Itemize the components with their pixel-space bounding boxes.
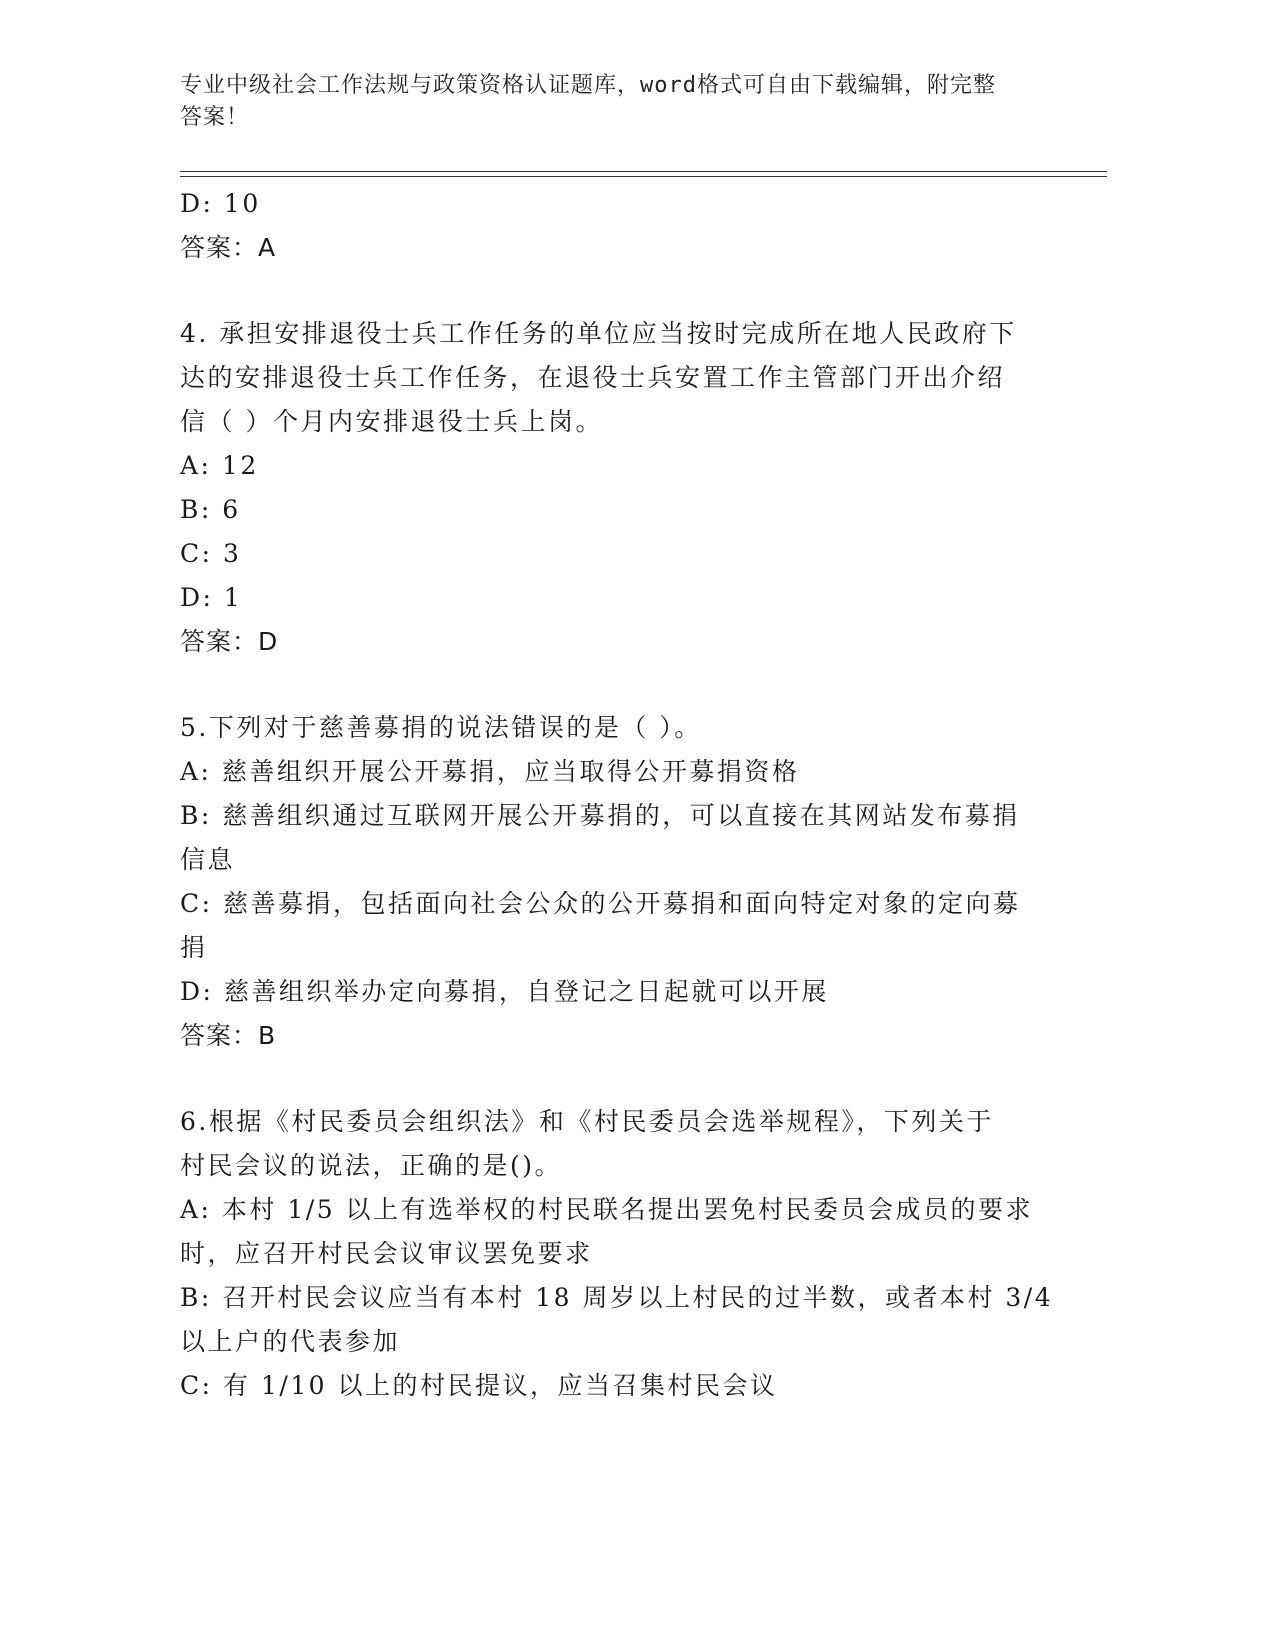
prev-option-d: D: 10: [180, 189, 261, 218]
header-divider-bottom: [180, 176, 1107, 177]
question-4-text-2: 达的安排退役士兵工作任务，在退役士兵安置工作主管部门开出介绍: [180, 363, 1006, 392]
header-line-2: 答案！: [180, 105, 250, 130]
question-5: [180, 706, 1050, 1058]
question-4-text-1: 4. 承担安排退役士兵工作任务的单位应当按时完成所在地人民政府下: [180, 319, 1017, 348]
page-header: [180, 70, 1040, 134]
question-5-option-c-line-2: 捐: [180, 933, 208, 962]
question-6-option-a-line-1: A: 本村 1/5 以上有选举权的村民联名提出罢免村民委员会成员的要求: [180, 1195, 1034, 1224]
question-6-text-2: 村民会议的说法，正确的是()。: [180, 1151, 563, 1180]
prev-answer: 答案：A: [180, 233, 277, 262]
question-content: [180, 182, 1054, 1408]
header-line-1: 专业中级社会工作法规与政策资格认证题库，word格式可自由下载编辑，附完整: [180, 73, 996, 98]
question-4-text-3: 信（ ）个月内安排退役士兵上岗。: [180, 407, 603, 436]
question-4: [180, 312, 1050, 664]
question-6-option-b-line-1: B: 召开村民会议应当有本村 18 周岁以上村民的过半数，或者本村 3/4: [180, 1283, 1054, 1312]
question-5-answer: 答案：B: [180, 1021, 277, 1050]
question-6-text-1: 6.根据《村民委员会组织法》和《村民委员会选举规程》，下列关于: [180, 1107, 994, 1136]
question-5-option-b-line-1: B: 慈善组织通过互联网开展公开募捐的，可以直接在其网站发布募捐: [180, 801, 1020, 830]
question-5-option-d: D: 慈善组织举办定向募捐，自登记之日起就可以开展: [180, 977, 829, 1006]
header-divider-top: [180, 171, 1107, 172]
spacer: [180, 270, 1050, 312]
question-4-answer: 答案：D: [180, 627, 279, 656]
question-6-option-b-line-2: 以上户的代表参加: [180, 1327, 401, 1356]
question-5-option-b-line-2: 信息: [180, 845, 236, 874]
spacer: [180, 664, 1050, 706]
question-5-text: 5.下列对于慈善募捐的说法错误的是（ ）。: [180, 713, 702, 742]
question-6-option-a-line-2: 时，应召开村民会议审议罢免要求: [180, 1239, 593, 1268]
spacer: [180, 1058, 1050, 1100]
question-4-option-d: D: 1: [180, 583, 243, 612]
question-5-option-c-line-1: C: 慈善募捐，包括面向社会公众的公开募捐和面向特定对象的定向募: [180, 889, 1021, 918]
question-6: [180, 1100, 1054, 1408]
question-4-option-c: C: 3: [180, 539, 242, 568]
question-4-option-b: B: 6: [180, 495, 241, 524]
question-4-option-a: A: 12: [180, 451, 259, 480]
question-6-option-c: C: 有 1/10 以上的村民提议，应当召集村民会议: [180, 1371, 778, 1400]
question-5-option-a: A: 慈善组织开展公开募捐，应当取得公开募捐资格: [180, 757, 800, 786]
